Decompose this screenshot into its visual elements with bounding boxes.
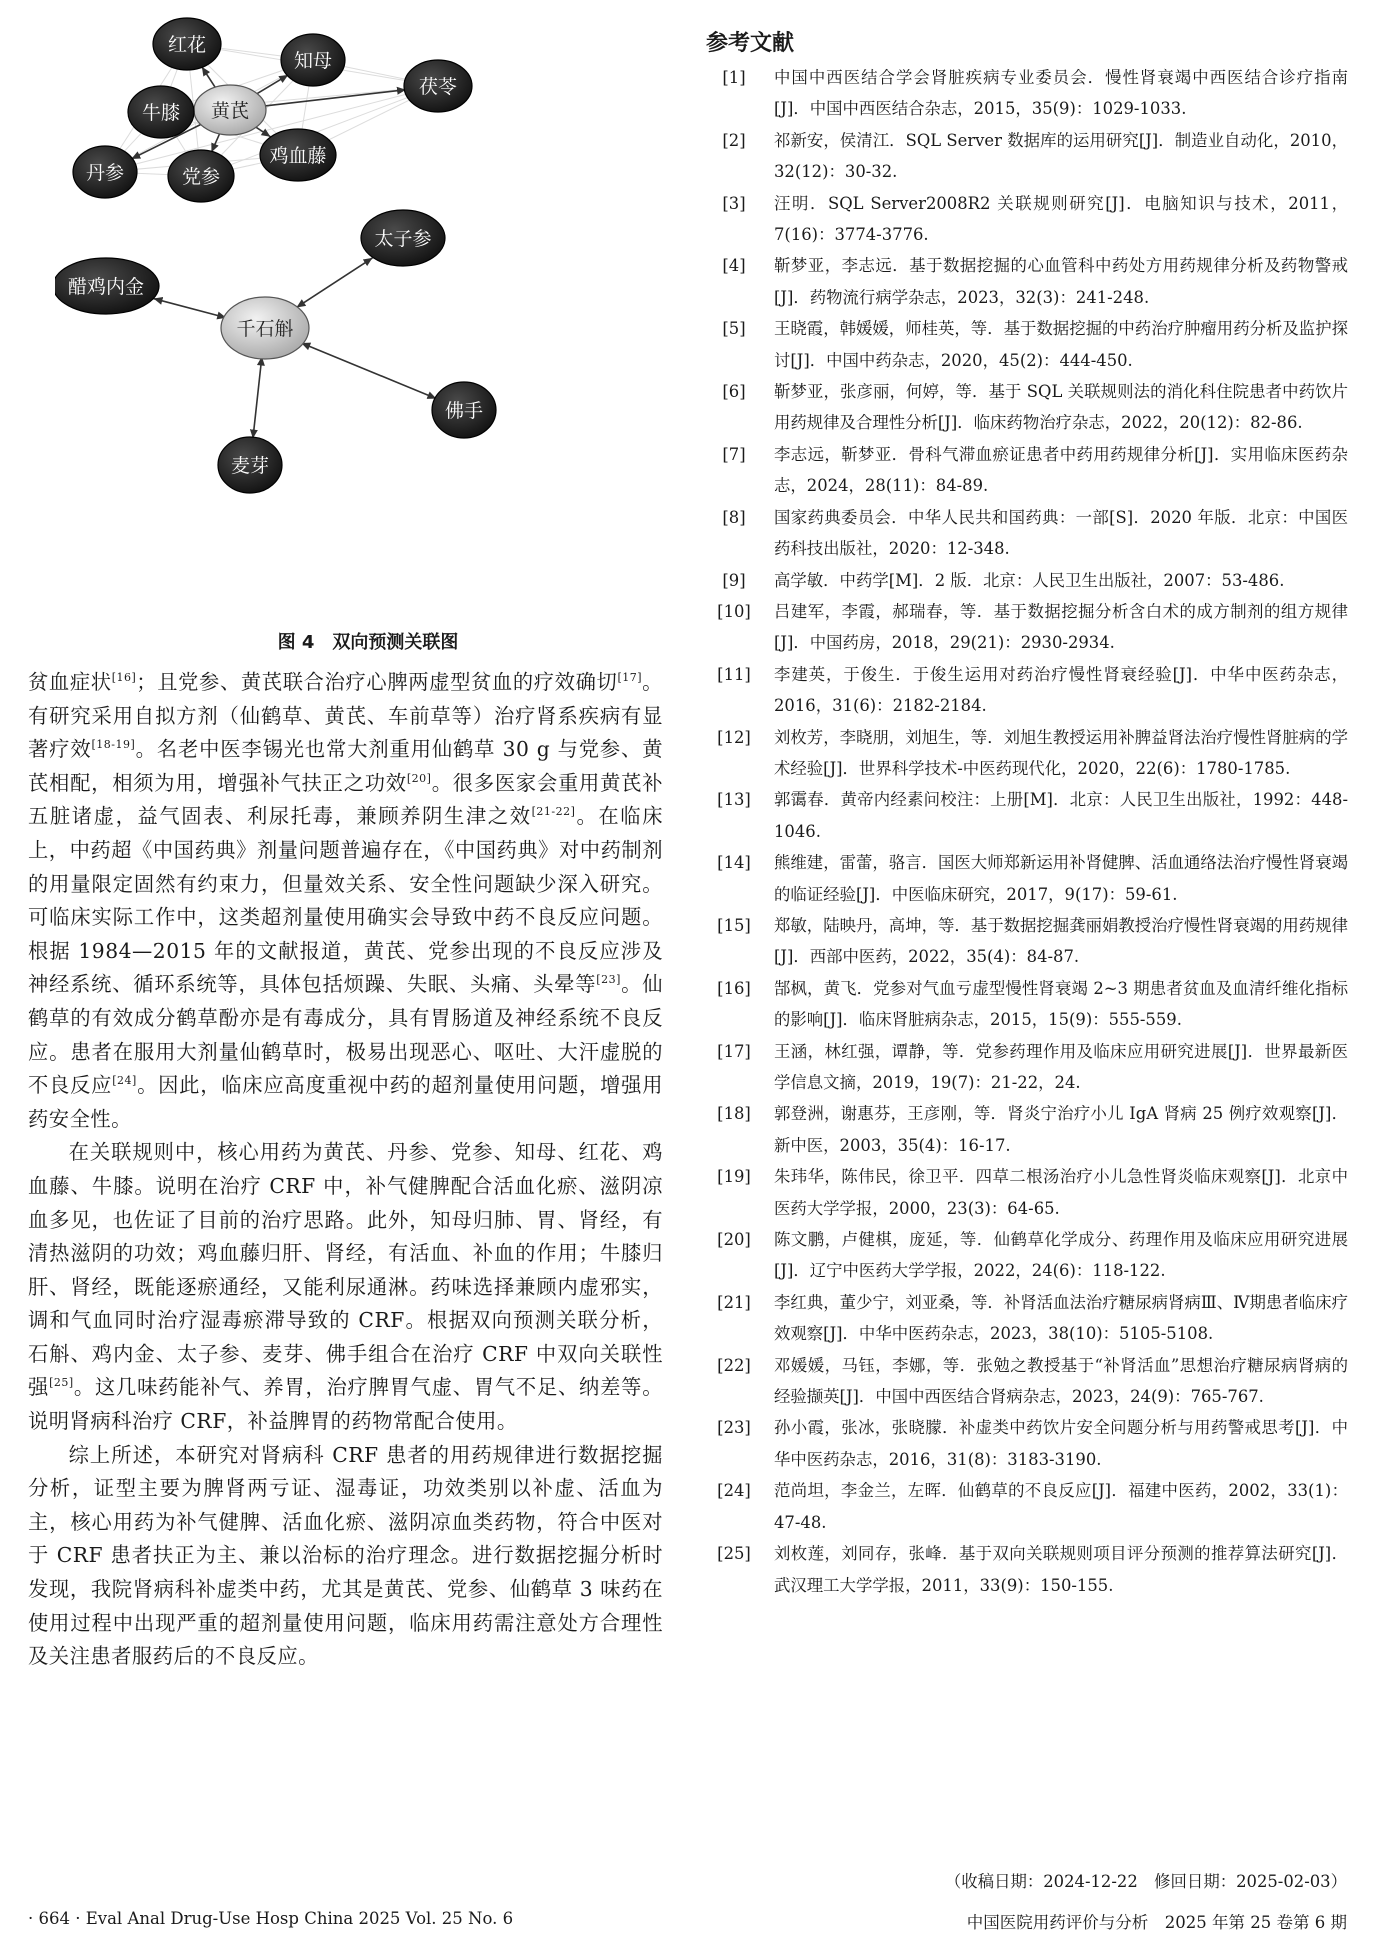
- reference-text: 吕建军，李霞，郝瑞春，等．基于数据挖掘分析含白术的成方制剂的组方规律[J]．中国药房，2018，29(21)：2930-2934.: [774, 601, 1348, 653]
- reference-text: 邓媛媛，马钰，李娜，等．张勉之教授基于“补肾活血”思想治疗糖尿病肾病的经验撷英[J]．中国中西医结合肾病杂志，2023，24(9)：765-767.: [774, 1355, 1348, 1407]
- node-label: 茯苓: [418, 76, 458, 98]
- network-figure: [55, 8, 665, 623]
- graph-node: [73, 146, 137, 198]
- body-text-run: 。仙鹤草的有效成分鹤草酚亦是有毒成分，具有胃肠道及神经系统不良反应。患者在服用大剂量仙鹤草时，极易出现恶心、呕吐、大汗虚脱的不良反应: [28, 972, 663, 1098]
- reference-text: 陈文鹏，卢健棋，庞延，等．仙鹤草化学成分、药理作用及临床应用研究进展[J]．辽宁中医药大学学报，2022，24(6)：118-122.: [774, 1230, 1348, 1281]
- reference-item: [706, 1287, 1348, 1350]
- citation-marker: [23]: [596, 973, 621, 987]
- reference-number: [16]: [717, 978, 751, 998]
- reference-item: [706, 565, 1348, 596]
- reference-item: [706, 847, 1348, 910]
- association-edge: [253, 357, 262, 438]
- graph-node: [260, 129, 336, 181]
- body-text-run: 。有研究采用自拟方剂（仙鹤草、黄芪、车前草等）治疗肾系疾病有显著疗效: [28, 670, 663, 762]
- references-title: 参考文献: [706, 31, 795, 56]
- node-label: 红花: [167, 34, 207, 56]
- node-label: 鸡血藤: [269, 145, 327, 167]
- reference-text: 祁新安，侯清江．SQL Server 数据库的运用研究[J]．制造业自动化，2010，32(12)：30-32.: [774, 130, 1348, 182]
- association-edge: [264, 90, 406, 106]
- reference-number: [13]: [717, 790, 751, 810]
- citation-marker: [25]: [49, 1376, 74, 1390]
- reference-text: 王晓霞，韩媛媛，师桂英，等．基于数据挖掘的中药治疗肿瘤用药分析及监护探讨[J]．中国中药杂志，2020，45(2)：444-450.: [774, 319, 1348, 370]
- network-graph: [55, 8, 665, 623]
- node-label: 太子参: [374, 228, 432, 250]
- reference-item: [706, 62, 1348, 125]
- reference-number: [17]: [717, 1041, 751, 1061]
- received-dates: （收稿日期：2024-12-22 修回日期：2025-02-03）: [944, 1872, 1347, 1891]
- reference-number: [14]: [717, 853, 751, 873]
- reference-number: [21]: [717, 1292, 751, 1312]
- reference-item: [706, 973, 1348, 1036]
- graph-node: [432, 382, 496, 438]
- reference-item: [706, 1350, 1348, 1413]
- graph-node: [153, 18, 221, 70]
- reference-text: 李建英，于俊生．于俊生运用对药治疗慢性肾衰经验[J]．中华中医药杂志，2016，31(6)：2182-2184.: [774, 664, 1348, 716]
- footer-left: · 664 · Eval Anal Drug-Use Hosp China 2025 Vol. 25 No. 6: [28, 1909, 514, 1928]
- reference-text: 郜枫，黄飞．党参对气血亏虚型慢性肾衰竭 2~3 期患者贫血及血清纤维化指标的影响[J]．临床肾脏病杂志，2015，15(9)：555-559.: [774, 978, 1348, 1030]
- reference-text: 中国中西医结合学会肾脏疾病专业委员会．慢性肾衰竭中西医结合诊疗指南[J]．中国中西医结合杂志，2015，35(9)：1029-1033.: [774, 68, 1348, 119]
- reference-item: [706, 910, 1348, 973]
- reference-item: [706, 188, 1348, 251]
- paragraph-1: [28, 666, 663, 1136]
- graph-node: [128, 86, 194, 138]
- graph-node: [281, 34, 345, 86]
- reference-item: [706, 1412, 1348, 1475]
- figure-caption: 图 4 双向预测关联图: [277, 632, 459, 653]
- reference-item: [706, 1036, 1348, 1099]
- reference-number: [18]: [717, 1104, 751, 1124]
- graph-node: [55, 258, 159, 314]
- body-text-run: 贫血症状: [28, 670, 112, 694]
- reference-text: 国家药典委员会．中华人民共和国药典：一部[S]．2020 年版．北京：中国医药科技出版社，2020：12-348.: [774, 507, 1348, 559]
- reference-text: 刘枚芳，李晓朋，刘旭生，等．刘旭生教授运用补脾益肾法治疗慢性肾脏病的学术经验[J]．世界科学技术-中医药现代化，2020，22(6)：1780-1785.: [774, 727, 1348, 778]
- reference-number: [12]: [717, 727, 751, 747]
- reference-text: 李红典，董少宁，刘亚桑，等．补肾活血法治疗糖尿病肾病Ⅲ、Ⅳ期患者临床疗效观察[J]．中华中医药杂志，2023，38(10)：5105-5108.: [774, 1292, 1348, 1344]
- reference-number: [11]: [717, 664, 751, 684]
- reference-number: [25]: [717, 1544, 751, 1564]
- reference-text: 王涵，林红强，谭静，等．党参药理作用及临床应用研究进展[J]．世界最新医学信息文摘，2019，19(7)：21-22，24.: [774, 1041, 1348, 1092]
- reference-item: [706, 1161, 1348, 1224]
- reference-number: [2]: [722, 130, 746, 150]
- citation-marker: [20]: [406, 772, 432, 786]
- reference-text: 郑敏，陆映丹，高坤，等．基于数据挖掘龚丽娟教授治疗慢性肾衰竭的用药规律[J]．西部中医药，2022，35(4)：84-87.: [774, 915, 1348, 967]
- node-label: 麦芽: [230, 455, 270, 477]
- association-edge: [297, 258, 372, 307]
- paragraph-3: [28, 1439, 663, 1674]
- reference-text: 朱玮华，陈伟民，徐卫平．四草二根汤治疗小儿急性肾炎临床观察[J]．北京中医药大学学报，2000，23(3)：64-65.: [774, 1167, 1348, 1218]
- reference-text: 汪明．SQL Server2008R2 关联规则研究[J]．电脑知识与技术，2011，7(16)：3774-3776.: [774, 193, 1348, 245]
- node-label: 丹参: [85, 162, 125, 184]
- reference-item: [706, 125, 1348, 188]
- paragraph-2: [28, 1136, 663, 1438]
- reference-number: [4]: [722, 256, 746, 276]
- reference-item: [706, 313, 1348, 376]
- reference-number: [3]: [722, 193, 746, 213]
- reference-item: [706, 502, 1348, 565]
- graph-node: [218, 437, 282, 493]
- reference-number: [23]: [717, 1418, 751, 1438]
- reference-number: [9]: [722, 570, 746, 590]
- reference-item: [706, 659, 1348, 722]
- citation-marker: [16]: [111, 671, 137, 685]
- graph-node: [361, 210, 445, 266]
- body-text-run: ；且党参、黄芪联合治疗心脾两虚型贫血的疗效确切: [136, 670, 618, 694]
- body-text: [28, 666, 663, 1674]
- reference-number: [5]: [722, 319, 746, 339]
- node-label: 党参: [181, 166, 221, 188]
- citation-marker: [18-19]: [91, 738, 136, 752]
- node-label: 黄芪: [210, 100, 250, 122]
- node-label: 牛膝: [141, 102, 181, 124]
- body-text-run: 。因此，临床应高度重视中药的超剂量使用问题，增强用药安全性。: [28, 1073, 663, 1131]
- association-edge: [154, 299, 226, 318]
- body-text-run: 。在临床上，中药超《中国药典》剂量问题普遍存在，《中国药典》对中药制剂的用量限定固然有约束力，但量效关系、安全性问题缺少深入研究。可临床实际工作中，这类超剂量使用确实会导致中药不良反应问题。根据 1984—2015 年的文献报道，黄芪、党参出现的不良反应涉及神经系统、循环系统等，具体包括烦躁、失眠、头痛、头晕等: [28, 804, 663, 997]
- reference-text: 李志远，靳梦亚．骨科气滞血瘀证患者中药用药规律分析[J]．实用临床医药杂志，2024，28(11)：84-89.: [774, 444, 1348, 496]
- association-edge: [302, 343, 436, 398]
- reference-text: 靳梦亚，张彦丽，何婷，等．基于 SQL 关联规则法的消化科住院患者中药饮片用药规律及合理性分析[J]．临床药物治疗杂志，2022，20(12)：82-86.: [774, 382, 1348, 433]
- reference-text: 熊维建，雷蕾，骆言．国医大师郑新运用补肾健脾、活血通络法治疗慢性肾衰竭的临证经验[J]．中医临床研究，2017，9(17)：59-61.: [774, 853, 1348, 904]
- body-text-run: 综上所述，本研究对肾病科 CRF 患者的用药规律进行数据挖掘分析，证型主要为脾肾两亏证、湿毒证，功效类别以补虚、活血为主，核心用药为补气健脾、活血化瘀、滋阴凉血类药物，符合中医对于 CRF 患者扶正为主、兼以治标的治疗理念。进行数据挖掘分析时发现，我院肾病科补虚类中药，尤其是黄芪、党参、仙鹤草 3 味药在使用过程中出现严重的超剂量使用问题，临床用药需注意处方合理性及关注患者服药后的不良反应。: [28, 1442, 663, 1669]
- reference-number: [7]: [722, 444, 746, 464]
- reference-text: 靳梦亚，李志远．基于数据挖掘的心血管科中药处方用药规律分析及药物警戒[J]．药物流行病学杂志，2023，32(3)：241-248.: [774, 256, 1348, 307]
- graph-node: [194, 85, 266, 135]
- graph-node: [404, 60, 472, 112]
- body-text-run: 。很多医家会重用黄芪补五脏诸虚，益气固表、利尿托毒，兼顾养阴生津之效: [28, 770, 663, 829]
- graph-node: [221, 297, 309, 359]
- reference-text: 高学敏．中药学[M]．2 版．北京：人民卫生出版社，2007：53-486.: [774, 570, 1285, 590]
- reference-item: [706, 439, 1348, 502]
- reference-item: [706, 1538, 1348, 1601]
- reference-number: [24]: [717, 1481, 751, 1501]
- reference-text: 郭登洲，谢惠芬，王彦刚，等．肾炎宁治疗小儿 IgA 肾病 25 例疗效观察[J]．新中医，2003，35(4)：16-17.: [774, 1104, 1348, 1155]
- reference-item: [706, 1098, 1348, 1161]
- body-text-run: 。名老中医李锡光也常大剂重用仙鹤草 30 g 与党参、黄芪相配，相须为用，增强补气扶正之功效: [28, 737, 663, 795]
- citation-marker: [24]: [112, 1074, 137, 1088]
- reference-number: [22]: [717, 1355, 751, 1375]
- body-text-run: 在关联规则中，核心用药为黄芪、丹参、党参、知母、红花、鸡血藤、牛膝。说明在治疗 CRF 中，补气健脾配合活血化瘀、滋阴凉血多见，也佐证了目前的治疗思路。此外，知母归肺、胃、肾经，有清热滋阴的功效；鸡血藤归肝、肾经，有活血、补血的作用；牛膝归肝、肾经，既能逐瘀通经，又能利尿通淋。药味选择兼顾内虚邪实，调和气血同时治疗湿毒瘀滞导致的 CRF。根据双向预测关联分析，石斛、鸡内金、太子参、麦芽、佛手组合在治疗 CRF 中双向关联性强: [28, 1140, 663, 1400]
- references-list: [706, 62, 1348, 1601]
- reference-number: [20]: [717, 1230, 751, 1250]
- reference-text: 孙小霞，张冰，张晓朦．补虚类中药饮片安全问题分析与用药警戒思考[J]．中华中医药杂志，2016，31(8)：3183-3190.: [774, 1418, 1348, 1469]
- reference-text: 郭霭春．黄帝内经素问校注：上册[M]．北京：人民卫生出版社，1992：448-1046.: [774, 790, 1348, 841]
- reference-item: [706, 376, 1348, 439]
- reference-item: [706, 250, 1348, 313]
- reference-number: [6]: [722, 382, 746, 402]
- reference-number: [8]: [722, 507, 746, 527]
- citation-marker: [21-22]: [531, 805, 576, 819]
- reference-item: [706, 1224, 1348, 1287]
- reference-item: [706, 596, 1348, 659]
- body-text-run: 。这几味药能补气、养胃，治疗脾胃气虚、胃气不足、纳差等。说明肾病科治疗 CRF，补益脾胃的药物常配合使用。: [28, 1375, 663, 1434]
- footer-right: 中国医院用药评价与分析 2025 年第 25 卷第 6 期: [966, 1913, 1347, 1932]
- reference-text: 刘枚莲，刘同存，张峰．基于双向关联规则项目评分预测的推荐算法研究[J]．武汉理工大学学报，2011，33(9)：150-155.: [774, 1544, 1348, 1595]
- node-label: 佛手: [444, 400, 484, 422]
- reference-text: 范尚坦，李金兰，左晖．仙鹤草的不良反应[J]．福建中医药，2002，33(1)：47-48.: [774, 1481, 1348, 1532]
- graph-node: [168, 150, 234, 202]
- reference-item: [706, 722, 1348, 785]
- reference-number: [15]: [717, 915, 751, 935]
- reference-item: [706, 1475, 1348, 1538]
- reference-number: [1]: [722, 68, 746, 87]
- node-label: 知母: [293, 50, 333, 72]
- node-label: 醋鸡内金: [67, 276, 145, 298]
- reference-number: [10]: [717, 601, 751, 621]
- reference-item: [706, 784, 1348, 847]
- citation-marker: [17]: [617, 671, 643, 685]
- node-label: 千石斛: [236, 318, 294, 340]
- reference-number: [19]: [717, 1167, 751, 1187]
